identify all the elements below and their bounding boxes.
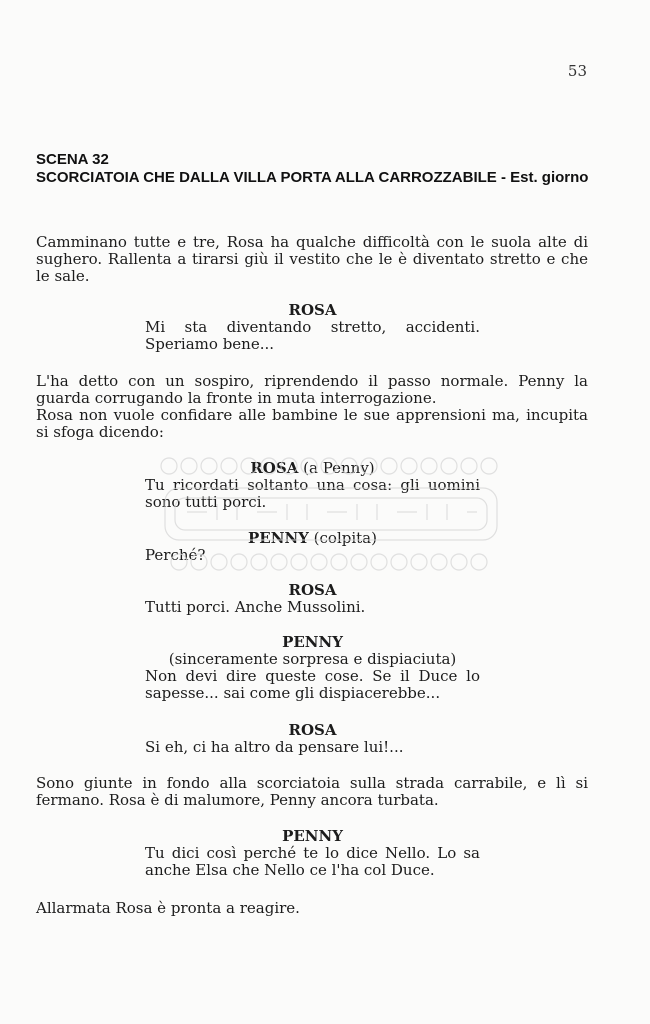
paragraph-text: Sono giunte in fondo alla scorciatoia sulla strada carrabile, e lì si fermano. Rosa è di malumore, Penny ancora turbata. — [36, 774, 588, 809]
speaker-name: ROSA — [288, 301, 337, 319]
speaker-name: ROSA — [288, 581, 337, 599]
paragraph-text: Rosa non vuole confidare alle bambine le sue apprensioni ma, incupita si sfoga dicendo: — [36, 406, 588, 441]
speaker — [145, 460, 480, 477]
speaker — [145, 530, 480, 547]
speaker — [145, 582, 480, 599]
dialogue-line: Perché? — [145, 546, 206, 564]
speaker-name: ROSA — [288, 721, 337, 739]
speaker-name: ROSA — [250, 459, 299, 477]
speaker-name: PENNY — [282, 633, 343, 651]
scene-location: SCORCIATOIA CHE DALLA VILLA PORTA ALLA CARROZZABILE - Est. giorno — [36, 169, 589, 186]
speaker-name: PENNY — [282, 827, 343, 845]
dialogue-line: Tutti porci. Anche Mussolini. — [145, 598, 366, 616]
dialogue-block — [145, 302, 480, 353]
scene-heading — [36, 151, 595, 187]
speaker-name: PENNY — [248, 529, 309, 547]
speaker — [145, 828, 480, 845]
dialogue-block — [145, 460, 480, 511]
dialogue-line: Tu dici così perché te lo dice Nello. Lo sa anche Elsa che Nello ce l'ha col Duce. — [145, 844, 480, 879]
dialogue-line: Tu ricordati soltanto una cosa: gli uomini sono tutti porci. — [145, 476, 480, 511]
parenthetical: (sinceramente sorpresa e dispiaciuta) — [168, 650, 457, 668]
speaker-note: (colpita) — [313, 529, 377, 547]
dialogue-block — [145, 722, 480, 756]
speaker — [145, 302, 480, 319]
dialogue-line: Non devi dire queste cose. Se il Duce lo sapesse... sai come gli dispiacerebbe... — [145, 667, 480, 702]
dialogue-block — [145, 828, 480, 879]
dialogue-block — [145, 530, 480, 564]
action-paragraph — [36, 234, 588, 285]
action-paragraph — [36, 900, 588, 917]
paragraph-text: Allarmata Rosa è pronta a reagire. — [36, 899, 300, 917]
dialogue-block — [145, 582, 480, 616]
scene-number: SCENA 32 — [36, 151, 109, 168]
dialogue-line: Si eh, ci ha altro da pensare lui!... — [145, 738, 404, 756]
action-paragraph — [36, 775, 588, 809]
paragraph-text: L'ha detto con un sospiro, riprendendo il passo normale. Penny la guarda corrugando la fronte in muta interrogazione. — [36, 372, 588, 407]
dialogue-block — [145, 634, 480, 702]
action-paragraph — [36, 373, 588, 441]
page-number: 53 — [567, 62, 587, 80]
speaker — [145, 634, 480, 651]
speaker — [145, 722, 480, 739]
dialogue-line: Mi sta diventando stretto, accidenti. Speriamo bene... — [145, 318, 480, 353]
speaker-note: (a Penny) — [303, 459, 375, 477]
paragraph-text: Camminano tutte e tre, Rosa ha qualche difficoltà con le suola alte di sughero. Rallenta a tirarsi giù il vestito che le è diventato stretto e che le sale. — [36, 233, 588, 285]
